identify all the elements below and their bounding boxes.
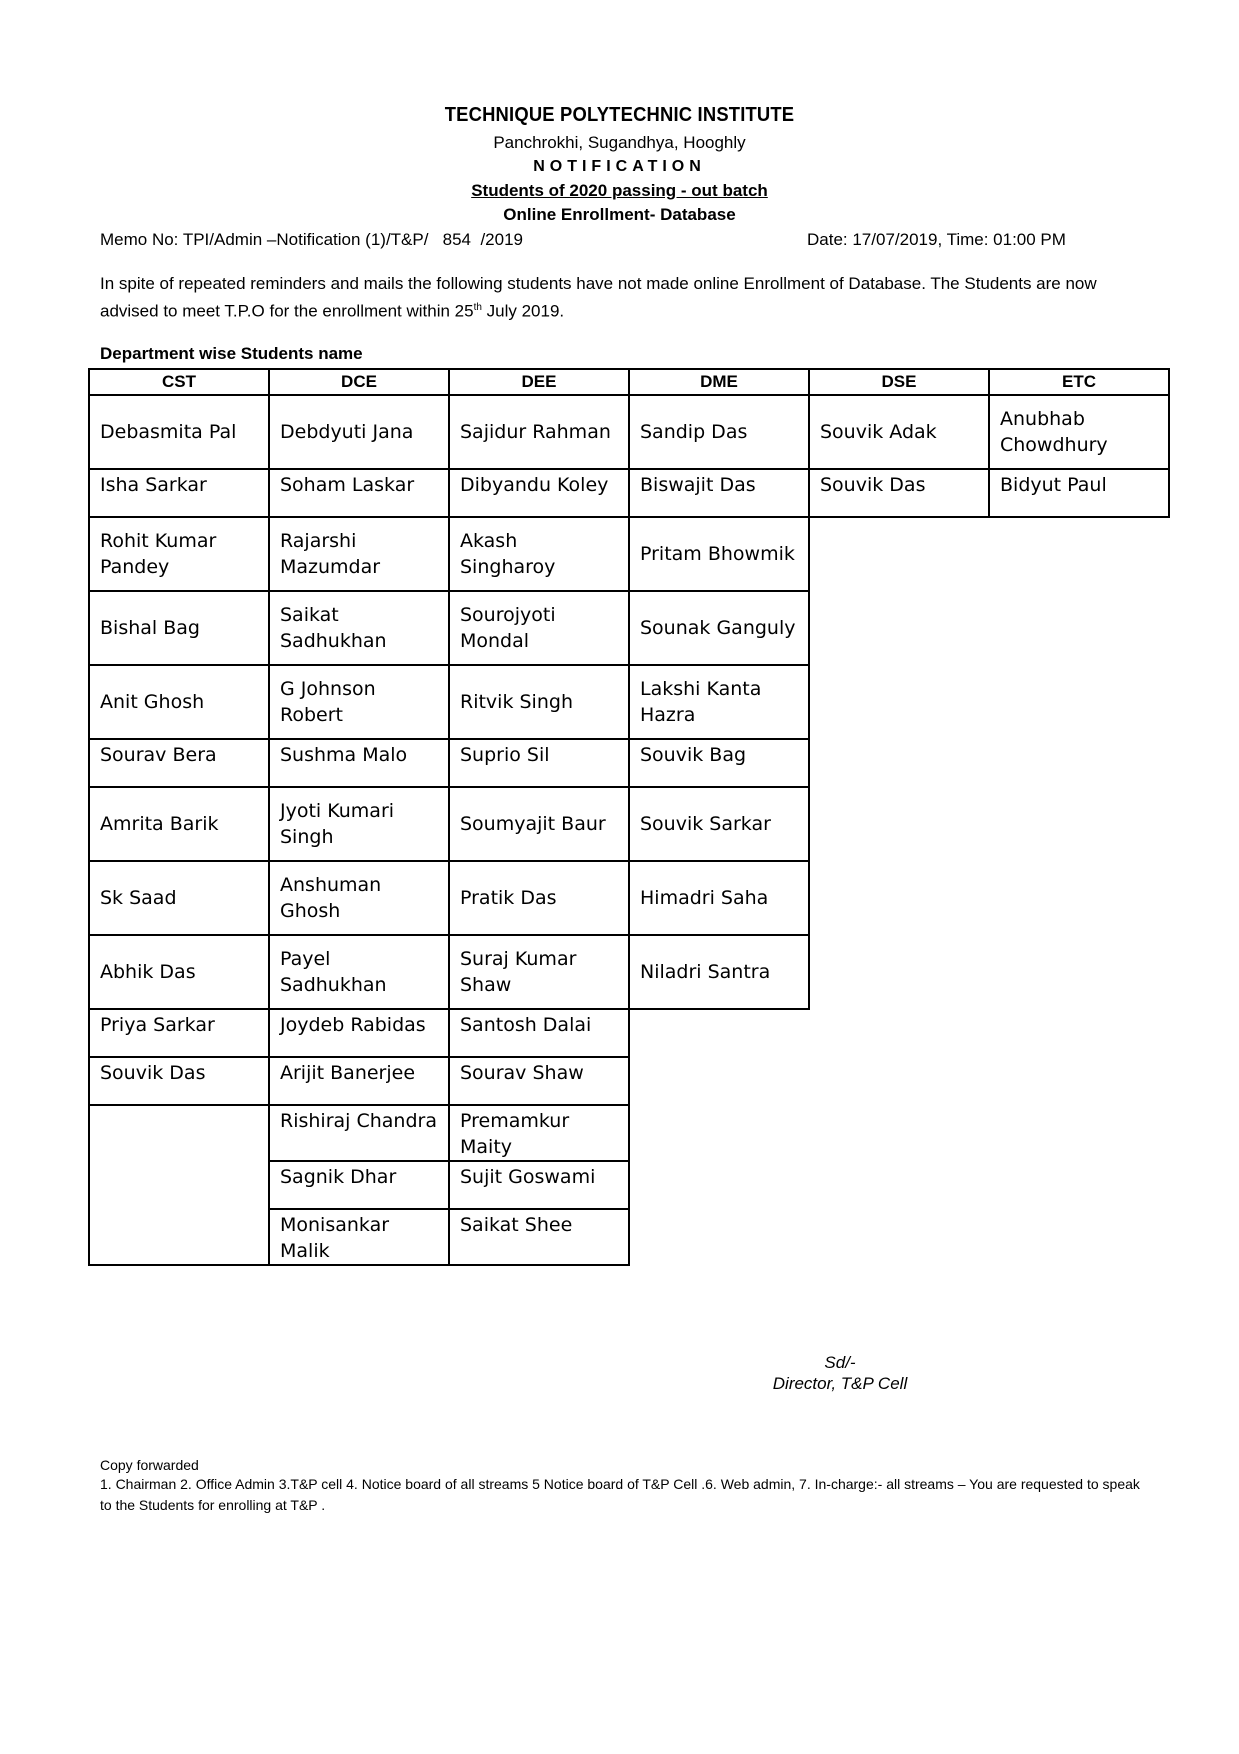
table-heading: Department wise Students name (100, 344, 363, 363)
subject-title: Online Enrollment- Database (503, 205, 736, 224)
empty-cell (989, 739, 1169, 787)
table-cell: Dibyandu Koley (449, 469, 629, 517)
notice-superscript: th (473, 302, 482, 313)
table-cell: Soham Laskar (269, 469, 449, 517)
memo-number: Memo No: TPI/Admin –Notification (1)/T&P/ 854 /2019 (100, 230, 523, 249)
institute-address: Panchrokhi, Sugandhya, Hooghly (493, 133, 746, 152)
column-header: DSE (809, 369, 989, 395)
table-cell: Sk Saad (89, 861, 269, 935)
institute-name: TECHNIQUE POLYTECHNIC INSTITUTE (444, 104, 795, 126)
empty-cell (989, 517, 1169, 591)
table-row (89, 517, 1169, 591)
empty-cell (989, 787, 1169, 861)
table-row (89, 469, 1169, 517)
table-cell: Sourav Shaw (449, 1057, 629, 1105)
table-cell: Premamkur Maity (449, 1105, 629, 1161)
empty-cell (809, 517, 989, 591)
table-row (89, 665, 1169, 739)
table-cell: G Johnson Robert (269, 665, 449, 739)
table-cell: Debdyuti Jana (269, 395, 449, 469)
empty-cell (989, 591, 1169, 665)
table-cell: Rohit Kumar Pandey (89, 517, 269, 591)
table-cell: Souvik Das (89, 1057, 269, 1105)
table-cell: Sagnik Dhar (269, 1161, 449, 1209)
table-row (89, 739, 1169, 787)
notice-text-part1: In spite of repeated reminders and mails the following students have not made online Enrollment of Database. The Students are now advised to meet T.P.O for the enrollment within 25 (100, 274, 1097, 321)
table-cell: Monisankar Malik (269, 1209, 449, 1265)
table-cell: Anshuman Ghosh (269, 861, 449, 935)
empty-cell (989, 861, 1169, 935)
table-cell: Rishiraj Chandra (269, 1105, 449, 1161)
table-cell: Isha Sarkar (89, 469, 269, 517)
table-cell: Priya Sarkar (89, 1009, 269, 1057)
table-row (89, 1105, 1169, 1161)
table-cell: Pritam Bhowmik (629, 517, 809, 591)
empty-cell (989, 935, 1169, 1009)
empty-cell (989, 1209, 1169, 1265)
empty-cell (629, 1105, 809, 1161)
table-cell: Suraj Kumar Shaw (449, 935, 629, 1009)
batch-title: Students of 2020 passing - out batch (471, 181, 768, 200)
column-header: CST (89, 369, 269, 395)
table-cell: Amrita Barik (89, 787, 269, 861)
empty-cell (809, 739, 989, 787)
table-cell: Saikat Shee (449, 1209, 629, 1265)
table-cell: Saikat Sadhukhan (269, 591, 449, 665)
table-cell: Soumyajit Baur (449, 787, 629, 861)
table-cell: Rajarshi Mazumdar (269, 517, 449, 591)
table-cell: Souvik Sarkar (629, 787, 809, 861)
empty-cell (989, 1057, 1169, 1105)
column-header: DCE (269, 369, 449, 395)
empty-cell (809, 1009, 989, 1057)
table-row (89, 1009, 1169, 1057)
table-cell-blank (89, 1105, 269, 1265)
copy-forwarded-list: 1. Chairman 2. Office Admin 3.T&P cell 4. Notice board of all streams 5 Notice board of T&P Cell .6. Web admin, 7. In-charge:- all streams – You are requested to speak to the Students for enrolling at T&P . (100, 1476, 1140, 1513)
table-cell: Sourav Bera (89, 739, 269, 787)
empty-cell (809, 1057, 989, 1105)
table-cell: Sajidur Rahman (449, 395, 629, 469)
copy-forwarded-label: Copy forwarded (100, 1457, 199, 1473)
table-cell: Arijit Banerjee (269, 1057, 449, 1105)
table-cell: Suprio Sil (449, 739, 629, 787)
table-cell: Jyoti Kumari Singh (269, 787, 449, 861)
empty-cell (809, 935, 989, 1009)
column-header: DEE (449, 369, 629, 395)
table-cell: Sandip Das (629, 395, 809, 469)
empty-cell (809, 591, 989, 665)
memo-date: Date: 17/07/2019, Time: 01:00 PM (807, 230, 1066, 249)
table-cell: Abhik Das (89, 935, 269, 1009)
table-row (89, 787, 1169, 861)
empty-cell (809, 1209, 989, 1265)
notice-body (100, 272, 1140, 324)
table-cell: Anit Ghosh (89, 665, 269, 739)
table-cell: Souvik Bag (629, 739, 809, 787)
table-cell: Himadri Saha (629, 861, 809, 935)
table-cell: Sounak Ganguly (629, 591, 809, 665)
students-table (88, 368, 1170, 1266)
table-cell: Joydeb Rabidas (269, 1009, 449, 1057)
table-row (89, 591, 1169, 665)
empty-cell (809, 1161, 989, 1209)
table-cell: Biswajit Das (629, 469, 809, 517)
empty-cell (629, 1057, 809, 1105)
table-row (89, 935, 1169, 1009)
table-cell: Sushma Malo (269, 739, 449, 787)
table-cell: Souvik Adak (809, 395, 989, 469)
empty-cell (989, 1161, 1169, 1209)
empty-cell (629, 1009, 809, 1057)
table-cell: Ritvik Singh (449, 665, 629, 739)
empty-cell (809, 665, 989, 739)
empty-cell (629, 1209, 809, 1265)
table-cell: Debasmita Pal (89, 395, 269, 469)
table-cell: Pratik Das (449, 861, 629, 935)
signature-mark: Sd/- (824, 1353, 856, 1372)
table-cell: Bidyut Paul (989, 469, 1169, 517)
table-cell: Souvik Das (809, 469, 989, 517)
table-cell: Lakshi Kanta Hazra (629, 665, 809, 739)
empty-cell (989, 665, 1169, 739)
empty-cell (629, 1161, 809, 1209)
table-row (89, 1057, 1169, 1105)
empty-cell (989, 1009, 1169, 1057)
empty-cell (809, 1105, 989, 1161)
table-row (89, 395, 1169, 469)
column-header: ETC (989, 369, 1169, 395)
notification-title: NOTIFICATION (533, 158, 706, 175)
column-header: DME (629, 369, 809, 395)
table-cell: Payel Sadhukhan (269, 935, 449, 1009)
empty-cell (989, 1105, 1169, 1161)
empty-cell (809, 861, 989, 935)
table-cell: Akash Singharoy (449, 517, 629, 591)
table-header-row (89, 369, 1169, 395)
empty-cell (809, 787, 989, 861)
table-row (89, 861, 1169, 935)
table-cell: Sujit Goswami (449, 1161, 629, 1209)
signature-title: Director, T&P Cell (772, 1374, 908, 1393)
table-cell: Anubhab Chowdhury (989, 395, 1169, 469)
table-cell: Bishal Bag (89, 591, 269, 665)
table-cell: Santosh Dalai (449, 1009, 629, 1057)
table-cell: Sourojyoti Mondal (449, 591, 629, 665)
notice-text-part2: July 2019. (481, 301, 565, 321)
table-cell: Niladri Santra (629, 935, 809, 1009)
